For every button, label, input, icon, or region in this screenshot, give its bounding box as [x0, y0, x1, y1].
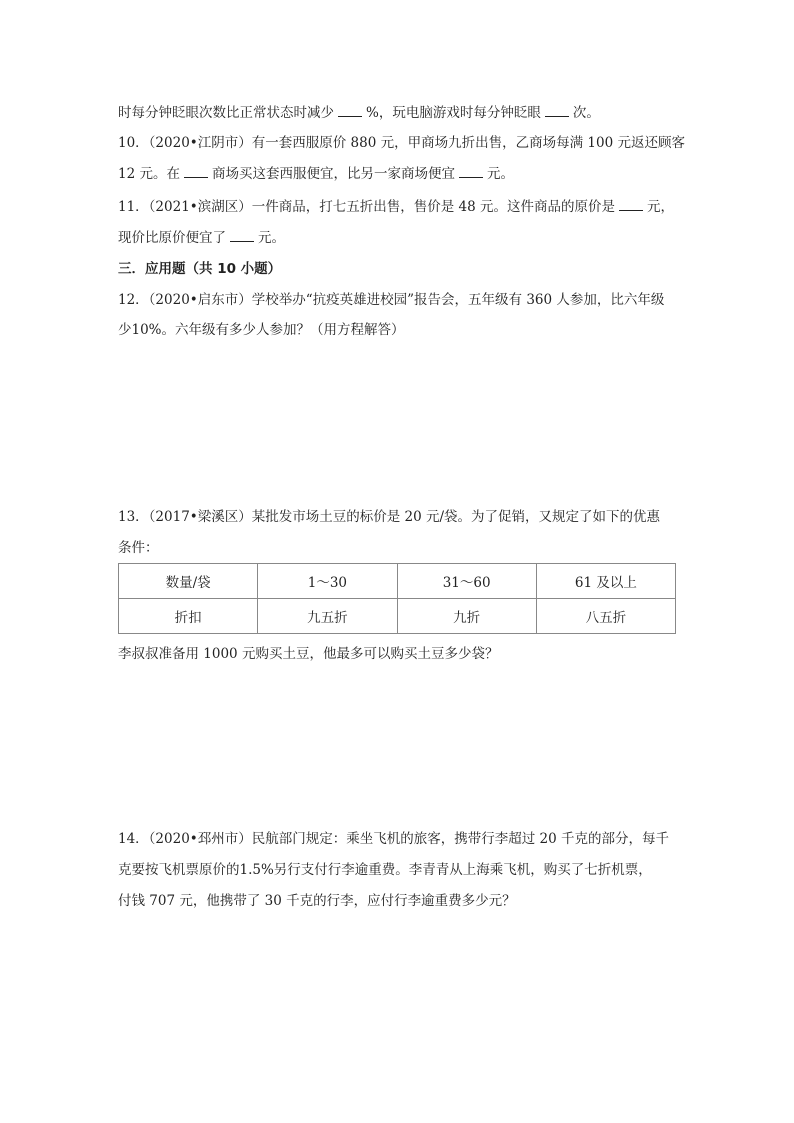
- answer-blank[interactable]: [184, 165, 208, 178]
- q13-line-2: 条件：: [118, 540, 159, 556]
- q9-text-1: 时每分钟眨眼次数比正常状态时减少: [118, 105, 334, 121]
- q11-line-2: [118, 228, 698, 248]
- q10-line-2: [118, 164, 698, 184]
- q11-text-d: 元。: [258, 230, 285, 246]
- answer-blank[interactable]: [459, 165, 483, 178]
- q14-line-2: 克要按飞机票原价的1.5%另行支付行李逾重费。李青青从上海乘飞机，购买了七折机票，: [118, 862, 652, 878]
- table-cell: 31～60: [397, 564, 536, 599]
- q11-text-b: 元，: [647, 199, 675, 215]
- q13-question: 李叔叔准备用 1000 元购买土豆，他最多可以购买土豆多少袋？: [118, 646, 499, 662]
- q11-text-a: 11．（2021•滨湖区）一件商品，打七五折出售，售价是 48 元。这件商品的原价是: [118, 199, 616, 215]
- table-cell: 九五折: [258, 599, 397, 634]
- q12-line-1: 12．（2020•启东市）学校举办“抗疫英雄进校园”报告会，五年级有 360 人参加，比六年级: [118, 292, 665, 308]
- q10-text-b: 商场买这套西服便宜，比另一家商场便宜: [211, 166, 455, 182]
- section-3-heading: 三．应用题（共 10 小题）: [118, 261, 282, 277]
- q9-text-3: 次。: [572, 105, 600, 121]
- q11-text-c: 现价比原价便宜了: [118, 230, 226, 246]
- q14-line-1: 14．（2020•邳州市）民航部门规定：乘坐飞机的旅客，携带行李超过 20 千克的部分，每千: [118, 831, 670, 847]
- q14-line-3: 付钱 707 元，他携带了 30 千克的行李，应付行李逾重费多少元？: [118, 893, 516, 909]
- table-cell: 九折: [397, 599, 536, 634]
- q10-text-c: 元。: [486, 166, 514, 182]
- answer-blank[interactable]: [619, 198, 643, 211]
- q9-text-2: %，玩电脑游戏时每分钟眨眼: [366, 105, 541, 121]
- table-row: [119, 564, 676, 599]
- q12-line-2: 少10%。六年级有多少人参加？（用方程解答）: [118, 322, 405, 338]
- q9-continuation: [118, 103, 698, 123]
- q13-line-1: 13．（2017•梁溪区）某批发市场土豆的标价是 20 元/袋。为了促销，又规定了如下的优惠: [118, 509, 661, 525]
- table-cell: 1～30: [258, 564, 397, 599]
- q10-line-1: 10．（2020•江阴市）有一套西服原价 880 元，甲商场九折出售，乙商场每满 100 元返还顾客: [118, 135, 685, 151]
- table-cell: 八五折: [536, 599, 675, 634]
- q11-line-1: [118, 197, 698, 217]
- table-cell: 折扣: [119, 599, 258, 634]
- discount-table: [118, 563, 676, 634]
- table-cell: 数量/袋: [119, 564, 258, 599]
- answer-blank[interactable]: [338, 104, 362, 117]
- answer-blank[interactable]: [230, 229, 254, 242]
- table-row: [119, 599, 676, 634]
- answer-blank[interactable]: [545, 104, 569, 117]
- table-cell: 61 及以上: [536, 564, 675, 599]
- q10-text-a: 12 元。在: [118, 166, 180, 182]
